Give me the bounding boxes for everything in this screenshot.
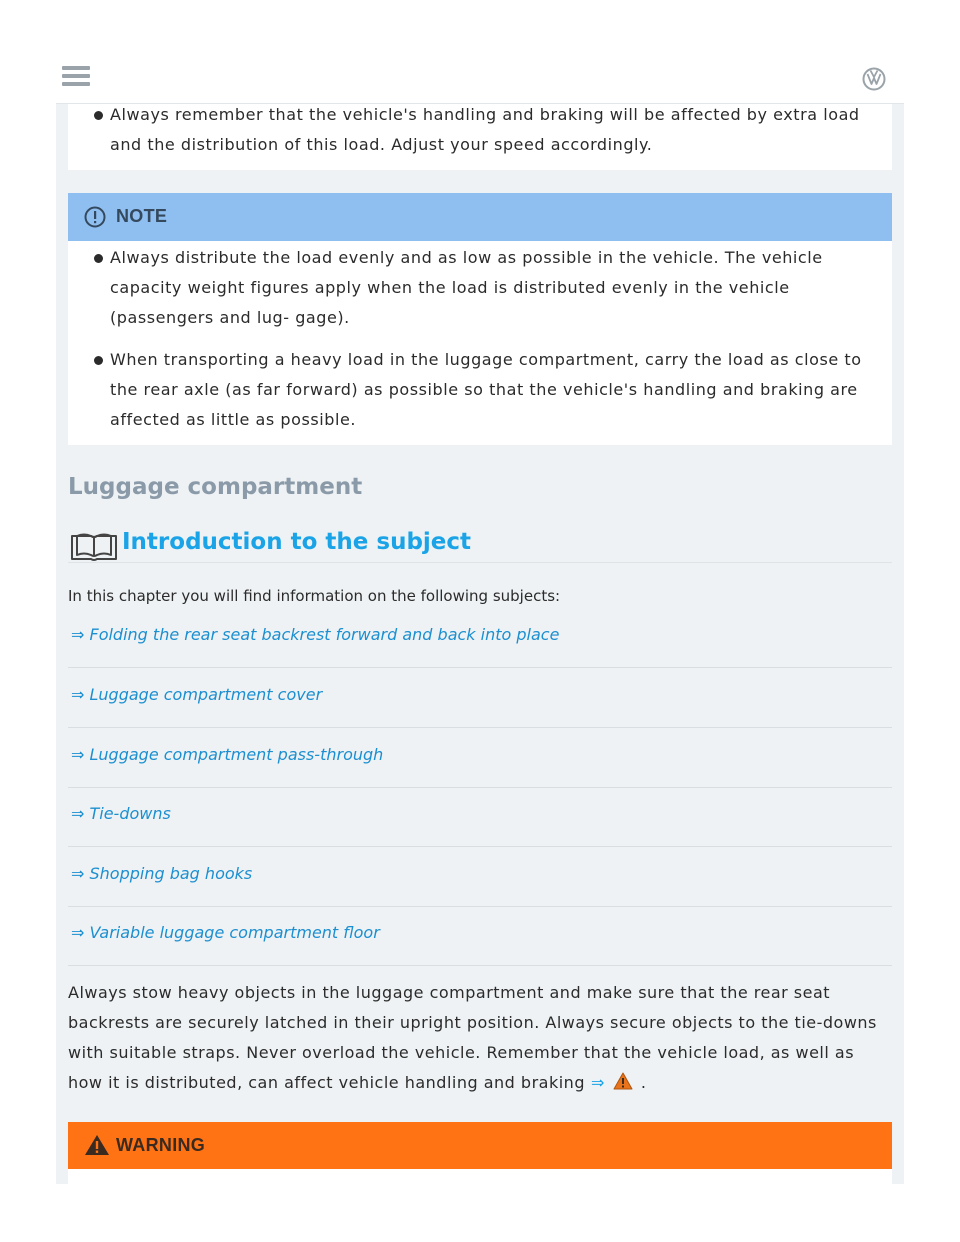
warning-triangle-icon <box>84 1134 110 1156</box>
link-folding-rear-seat[interactable]: ⇒ Folding the rear seat backrest forward and back into place <box>71 625 560 644</box>
warning-triangle-icon[interactable] <box>613 1072 633 1090</box>
link-row <box>68 906 892 966</box>
top-bar <box>0 0 960 104</box>
warning-title: WARNING <box>116 1135 206 1155</box>
warning-header <box>68 1122 892 1169</box>
warning-card <box>68 1169 892 1184</box>
intro-text: In this chapter you will find information on the following subjects: <box>68 587 561 605</box>
note-header <box>68 193 892 241</box>
hamburger-menu-icon[interactable] <box>62 66 90 88</box>
body-paragraph <box>68 978 892 1098</box>
open-book-icon <box>69 532 119 562</box>
link-row <box>68 728 892 788</box>
link-tie-downs[interactable]: ⇒ Tie-downs <box>71 804 171 823</box>
body-paragraph-text: Always stow heavy objects in the luggage compartment and make sure that the rear seat backrests are securely latched in their upright position. Always secure objects to the tie-downs with suitable straps. Never overload the vehicle. Remember that the vehicle load, as well as how it is distributed, can affect vehicle handling and braking <box>68 983 877 1092</box>
note-bullet-2: When transporting a heavy load in the luggage compartment, carry the load as close to the rear axle (as far forward) as possible so that the vehicle's handling and braking are affected as little as possible. <box>110 345 890 435</box>
link-row <box>68 847 892 907</box>
section-title: Luggage compartment <box>68 474 363 500</box>
subject-divider <box>68 562 892 563</box>
link-pass-through[interactable]: ⇒ Luggage compartment pass-through <box>71 745 384 764</box>
content-area <box>56 104 904 1184</box>
subject-title: Introduction to the subject <box>122 529 472 555</box>
vw-logo-icon[interactable] <box>862 67 886 91</box>
link-luggage-cover[interactable]: ⇒ Luggage compartment cover <box>71 685 323 704</box>
note-title: NOTE <box>116 206 168 226</box>
warning-bullet: Always remember that the vehicle's handling and braking will be affected by extra load and the distribution of this load. Adjust your speed accordingly. <box>110 100 870 160</box>
note-card <box>68 241 892 445</box>
body-paragraph-end: . <box>640 1073 647 1092</box>
link-variable-floor[interactable]: ⇒ Variable luggage compartment floor <box>71 923 380 942</box>
exclamation-circle-icon <box>84 206 106 228</box>
warning-reference-link[interactable]: ⇒ <box>590 1073 605 1092</box>
link-row <box>68 608 892 668</box>
note-bullet-1: Always distribute the load evenly and as low as possible in the vehicle. The vehicle capacity weight figures apply when the load is distributed evenly in the vehicle (passengers and lug- gage). <box>110 243 870 333</box>
link-row <box>68 787 892 847</box>
warning-card-continued <box>68 104 892 170</box>
link-row <box>68 668 892 728</box>
link-shopping-bag-hooks[interactable]: ⇒ Shopping bag hooks <box>71 864 253 883</box>
